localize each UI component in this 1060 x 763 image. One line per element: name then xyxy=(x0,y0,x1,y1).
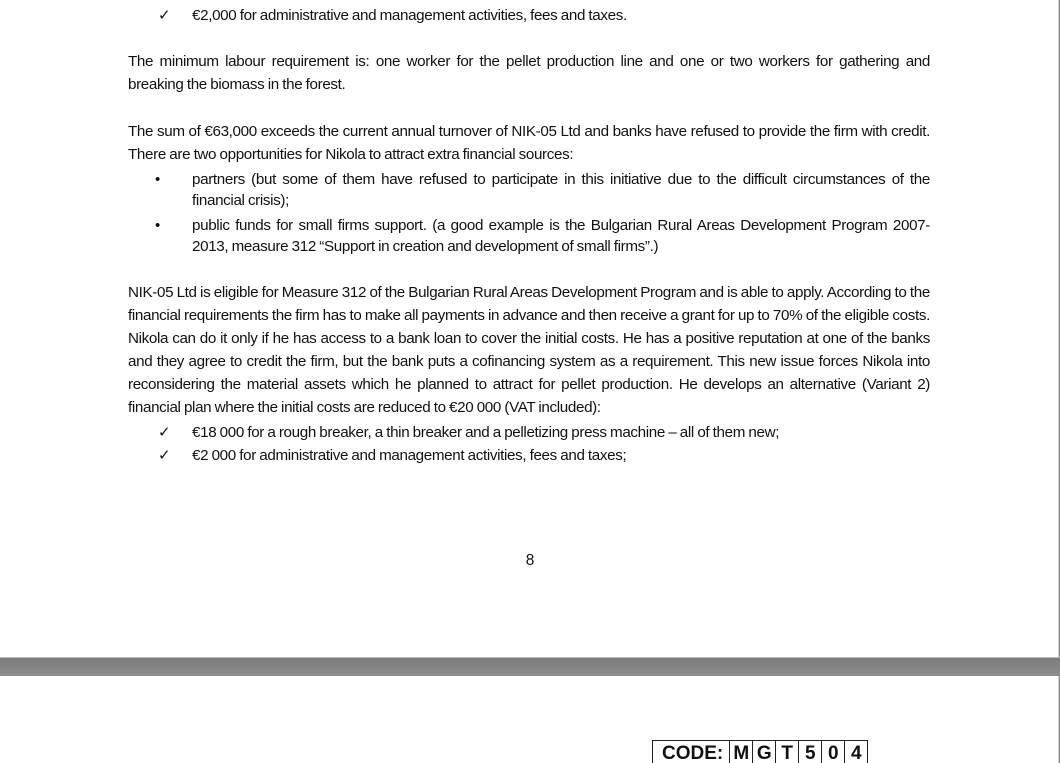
code-label: CODE: xyxy=(653,741,730,763)
check-icon: ✓ xyxy=(158,7,171,24)
check-item-text: €2,000 for administrative and management activities, fees and taxes. xyxy=(192,7,627,24)
check-icon: ✓ xyxy=(158,424,171,441)
code-char: T xyxy=(776,741,799,763)
paragraph-labour: The minimum labour requirement is: one worker for the pellet production line and one or two workers for gathering and breaking the biomass in the forest. xyxy=(128,53,930,93)
paragraph-sum: The sum of €63,000 exceeds the current annual turnover of NIK-05 Ltd and banks have refused to provide the firm with credit. There are two opportunities for Nikola to attract extra financial sources: xyxy=(128,123,930,163)
next-page xyxy=(0,676,1059,763)
check-item-text: €18 000 for a rough breaker, a thin breaker and a pelletizing press machine – all of them new; xyxy=(192,424,780,441)
check-item-text: €2 000 for administrative and management activities, fees and taxes; xyxy=(192,447,627,464)
code-char: 0 xyxy=(822,741,845,763)
check-item xyxy=(128,4,930,27)
bullet-item xyxy=(128,215,930,257)
check-item xyxy=(128,444,930,467)
bullet-icon: • xyxy=(155,171,160,188)
code-char: G xyxy=(753,741,776,763)
top-check-list xyxy=(128,4,930,27)
check-item xyxy=(128,421,930,444)
code-char: 5 xyxy=(799,741,822,763)
code-char: M xyxy=(730,741,753,763)
code-char: 4 xyxy=(850,743,862,763)
code-box xyxy=(652,740,868,763)
check-list xyxy=(128,421,930,467)
page-gap xyxy=(0,658,1060,676)
check-icon: ✓ xyxy=(158,447,171,464)
bullet-item-text: public funds for small firms support. (a good example is the Bulgarian Rural Areas Development Program 2007-2013, measure 312 “Support in creation and development of small firms”.) xyxy=(192,217,930,255)
paragraph-eligible: NIK-05 Ltd is eligible for Measure 312 of the Bulgarian Rural Areas Development Program and is able to apply. According to the financial requirements the firm has to make all payments in advance and then receive a grant for up to 70% of the eligible costs. Nikola can do it only if he has access to a bank loan to cover the initial costs. He has a positive reputation at one of the banks and they agree to credit the firm, but the bank puts a cofinancing system as a requirement. This new issue forces Nikola into reconsidering the material assets which he planned to attract for pellet production. He develops an alternative (Variant 2) financial plan where the initial costs are reduced to €20 000 (VAT included): xyxy=(128,284,930,416)
bullet-item xyxy=(128,169,930,211)
page-number: 8 xyxy=(525,552,535,569)
bullet-icon: • xyxy=(155,217,160,234)
bullet-item-text: partners (but some of them have refused to participate in this initiative due to the difficult circumstances of the financial crisis); xyxy=(192,171,930,209)
bullet-list xyxy=(128,169,930,261)
